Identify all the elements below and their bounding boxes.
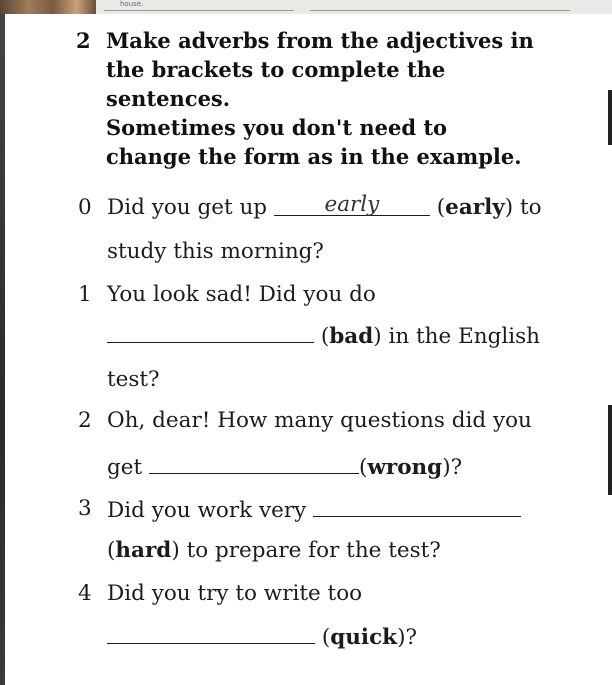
item-3-line-1: [107, 496, 521, 524]
right-page-edge-upper: [608, 90, 612, 145]
item-4-line-1: [107, 581, 362, 607]
item-text: get: [107, 455, 143, 480]
item-text: study this morning?: [107, 239, 324, 264]
answer-blank[interactable]: [107, 623, 315, 644]
item-text: test?: [107, 367, 160, 392]
item-number: 1: [78, 282, 92, 307]
item-number: 4: [78, 581, 92, 606]
item-2-line-1: [107, 408, 532, 434]
item-text: in the English: [388, 324, 541, 349]
item-number: 0: [78, 195, 92, 220]
item-text: to prepare for the test?: [186, 538, 441, 563]
item-3-line-2: (hard) to prepare for the test?: [107, 538, 441, 563]
top-photo-fragment: [0, 0, 96, 14]
item-2-line-2: get (wrong)?: [107, 455, 463, 480]
answer-blank[interactable]: [107, 322, 314, 343]
item-1-line-1: [107, 282, 376, 308]
item-text: ?: [405, 625, 417, 650]
item-text: You look sad! Did you do: [107, 282, 376, 307]
item-number: 3: [78, 496, 92, 521]
adjective-word: quick: [330, 625, 398, 650]
item-text: to: [519, 195, 542, 220]
item-text: Did you get up: [107, 195, 268, 220]
item-1-line-2: (bad) in the English: [107, 322, 540, 350]
item-0-line-2: [107, 239, 324, 265]
answer-blank[interactable]: [274, 192, 430, 217]
exercise-number: 2: [76, 28, 91, 53]
left-page-edge: [0, 14, 5, 685]
adjective-word: wrong: [367, 455, 443, 480]
answer-blank[interactable]: [149, 453, 359, 474]
adjective-word: bad: [329, 324, 374, 349]
item-4-line-2: (quick)?: [107, 623, 417, 651]
instruction-line: Sometimes you don't need to: [106, 115, 448, 140]
adjective-word: hard: [115, 538, 172, 563]
instruction-line: Make adverbs from the adjectives in: [106, 28, 534, 53]
instruction-line: sentences.: [106, 86, 231, 111]
adjective-word: early: [445, 195, 505, 220]
item-1-line-3: [107, 367, 160, 393]
item-text: Did you try to write too: [107, 581, 363, 606]
right-page-edge-lower: [608, 405, 612, 495]
top-rule-left: [104, 10, 294, 11]
top-rule-right: [310, 10, 570, 11]
item-text: ?: [450, 455, 463, 480]
top-text-fragment: house.: [120, 0, 144, 8]
instruction-line: change the form as in the example.: [106, 144, 522, 169]
item-number: 2: [78, 408, 92, 433]
example-answer: early: [324, 192, 380, 217]
item-text: Did you work very: [107, 498, 307, 523]
instruction-line: the brackets to complete the: [106, 57, 446, 82]
item-0-line-1: Did you get up early (early) to: [107, 192, 542, 220]
item-text: Oh, dear! How many questions did you: [107, 408, 532, 433]
answer-blank[interactable]: [313, 496, 521, 517]
